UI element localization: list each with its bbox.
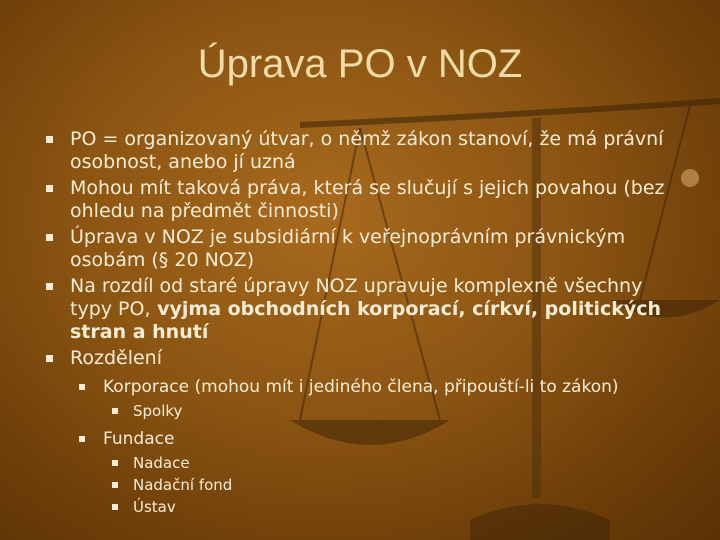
bullet-item (46, 275, 686, 344)
bullet-text: Mohou mít taková práva, která se slučují s jejich povahou (bez ohledu na předmět činnosti) (70, 177, 665, 222)
bullet-text: Úprava v NOZ je subsidiární k veřejnoprávním právnickým osobám (§ 20 NOZ) (70, 226, 626, 271)
square-bullet-icon (112, 482, 118, 488)
square-bullet-icon (46, 355, 53, 362)
sub-sub-bullet-text: Spolky (133, 402, 183, 420)
sub-sub-bullet-text: Nadace (133, 454, 190, 472)
square-bullet-icon (46, 185, 53, 192)
square-bullet-icon (46, 283, 53, 290)
sub-bullet-text: Fundace (103, 429, 175, 449)
bullet-item (46, 128, 686, 174)
slide-content (46, 128, 686, 519)
square-bullet-icon (112, 504, 118, 510)
bullet-text: Rozdělení (70, 347, 162, 369)
sub-sub-bullet-item (46, 497, 686, 518)
sub-bullet-text: Korporace (mohou mít i jediného člena, připouští-li to zákon) (103, 377, 619, 397)
bullet-text: PO = organizovaný útvar, o němž zákon stanoví, že má právní osobnost, anebo jí uzná (70, 128, 664, 173)
sub-sub-bullet-item (46, 475, 686, 496)
slide-title: Úprava PO v NOZ (197, 42, 523, 86)
square-bullet-icon (79, 384, 85, 390)
square-bullet-icon (79, 436, 85, 442)
sub-sub-bullet-item (46, 401, 686, 422)
bullet-text: Na rozdíl od staré úpravy NOZ upravuje komplexně všechny typy PO, (70, 275, 643, 320)
bullet-item (46, 347, 686, 370)
sub-bullet-item (46, 377, 686, 398)
bullet-item (46, 226, 686, 272)
sub-bullet-item (46, 429, 686, 450)
bullet-text-bold: vyjma obchodních korporací, církví, politických stran a hnutí (70, 298, 662, 343)
square-bullet-icon (46, 234, 53, 241)
square-bullet-icon (112, 408, 118, 414)
square-bullet-icon (112, 460, 118, 466)
sub-sub-bullet-item (46, 453, 686, 474)
sub-sub-bullet-text: Nadační fond (133, 476, 233, 494)
sub-sub-bullet-text: Ústav (133, 498, 176, 516)
square-bullet-icon (46, 136, 53, 143)
bullet-item (46, 177, 686, 223)
